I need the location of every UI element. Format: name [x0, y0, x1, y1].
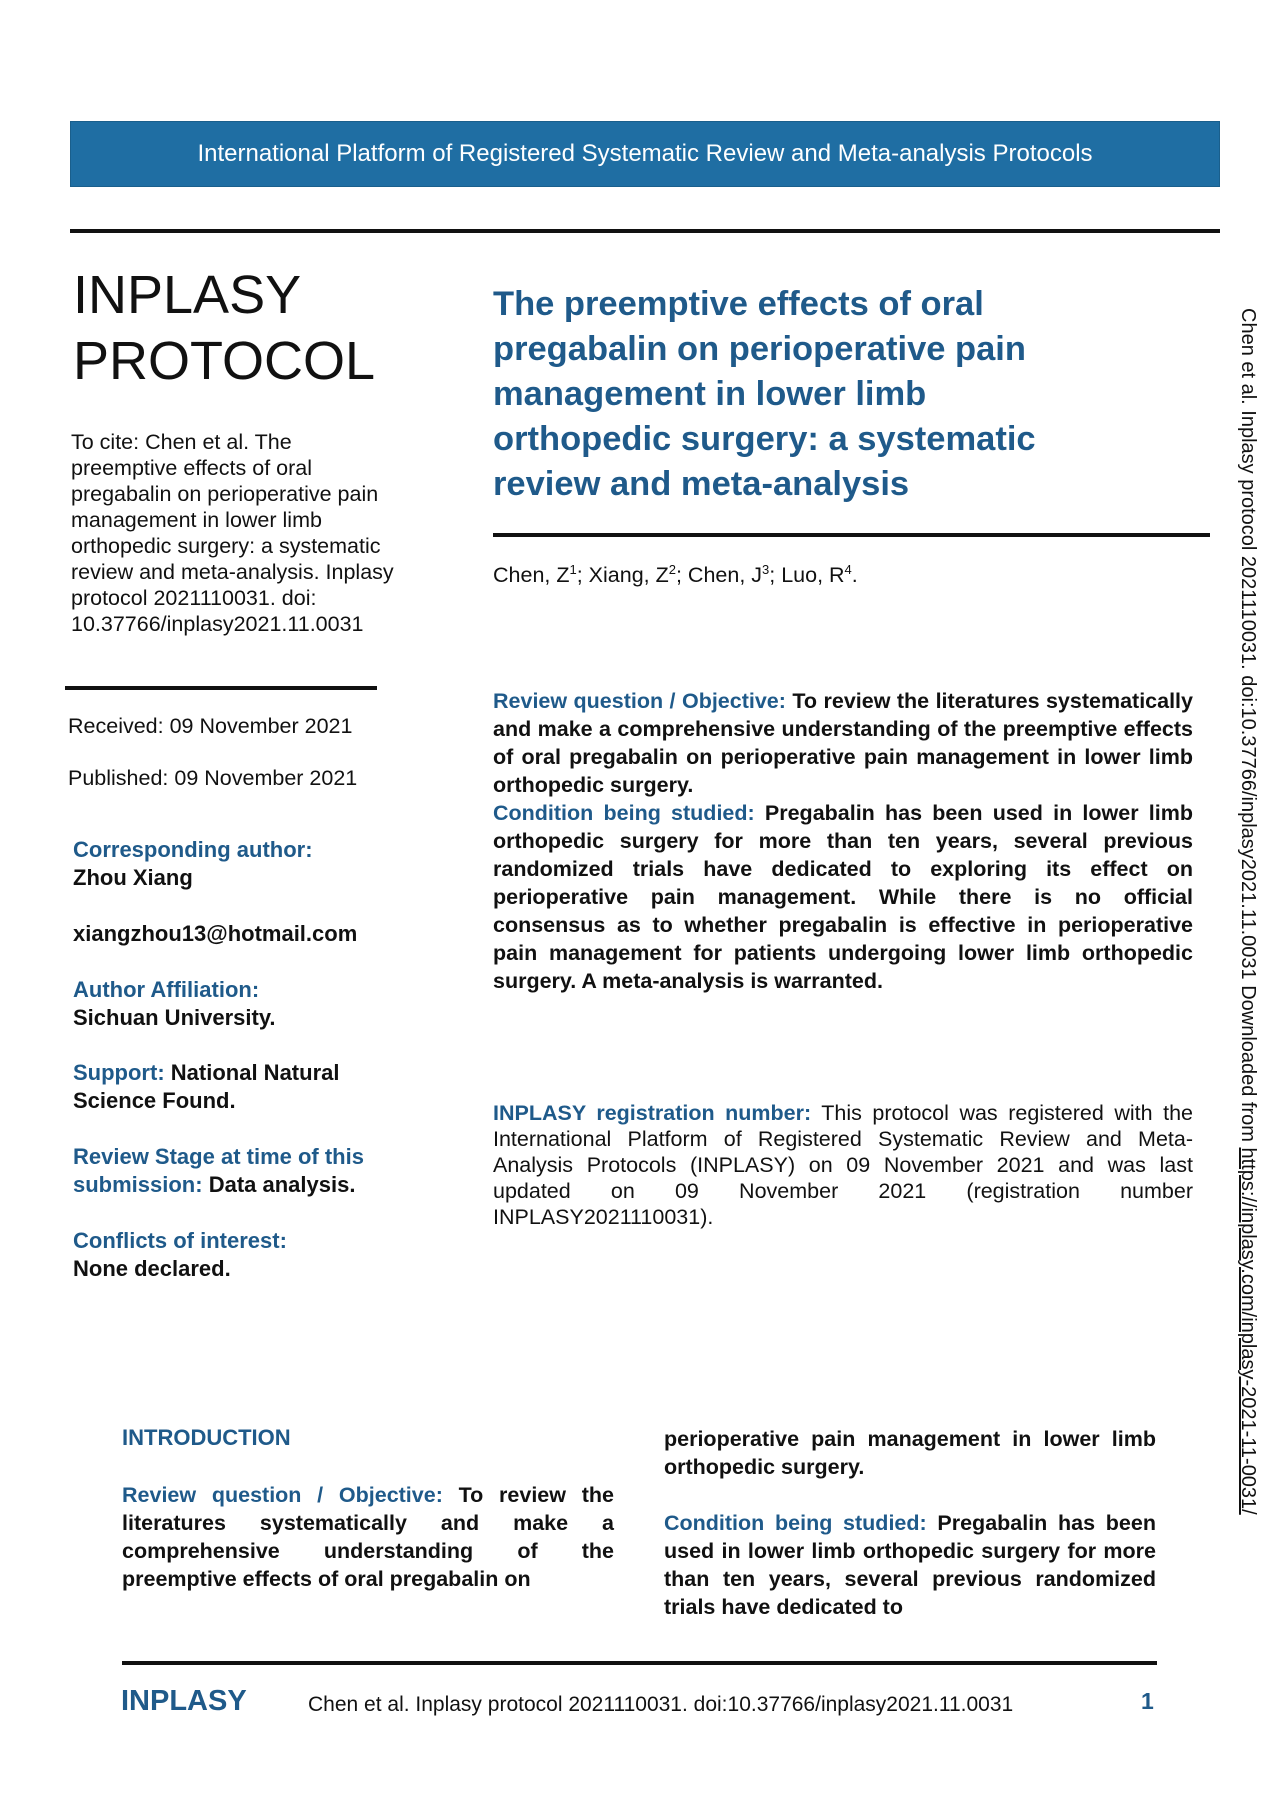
- protocol-title-line1: INPLASY: [73, 265, 302, 325]
- intro-review-text: To review the literatures systematically and make a comprehensive understanding of the preemptive effects of oral pregabalin on: [122, 1483, 614, 1591]
- author-affil-number: 4: [844, 562, 852, 577]
- intro-condition-text: Pregabalin has been used in lower limb orthopedic surgery for more than ten years, several previous randomized trials have dedicated to: [664, 1511, 1156, 1619]
- footer-brand: INPLASY: [121, 1685, 247, 1717]
- review-stage-value: Data analysis.: [208, 1172, 356, 1197]
- support-value: National Natural Science Found.: [73, 1060, 340, 1113]
- registration-text: This protocol was registered with the International Platform of Registered Systematic Review and Meta-Analysis Protocols (INPLASY) on 09 November 2021 and was last updated on 09 November 2021 (registration number INPLASY2021110031).: [493, 1101, 1193, 1229]
- author-affil-number: 1: [569, 562, 577, 577]
- side-download-note: [1236, 308, 1259, 1515]
- author-name: ; Xiang, Z: [576, 563, 669, 588]
- condition-paragraph: [493, 799, 1193, 995]
- review-question-text: To review the literatures systematically and make a comprehensive understanding of the preemptive effects of oral pregabalin on perioperative pain management in lower limb orthopedic surgery.: [493, 689, 1193, 797]
- banner-text: International Platform of Registered Systematic Review and Meta-analysis Protocols: [197, 140, 1093, 167]
- intro-left-column: [122, 1481, 614, 1593]
- header-banner: [70, 121, 1220, 187]
- author-email[interactable]: xiangzhou13@hotmail.com: [73, 921, 358, 946]
- condition-text: Pregabalin has been used in lower limb orthopedic surgery for more than ten years, several previous randomized trials have dedicated to exploring its effect on perioperative pain management. While there is no official consensus as to whether pregabalin is effective in perioperative pain management for patients undergoing lower limb orthopedic surgery. A meta-analysis is warranted.: [493, 801, 1193, 993]
- conflicts-value: None declared.: [73, 1256, 231, 1281]
- author-list: [493, 562, 858, 588]
- registration-paragraph: [493, 1100, 1193, 1230]
- abstract-block: [493, 687, 1193, 995]
- review-stage-block: [73, 1143, 403, 1199]
- author-affil-number: 2: [668, 562, 676, 577]
- download-link[interactable]: https://inplasy.com/inplasy-2021-11-0031/: [1237, 1147, 1259, 1515]
- condition-label: Condition being studied:: [493, 801, 755, 825]
- review-stage-label: Review Stage at time of this submission:: [73, 1144, 364, 1197]
- title-rule: [493, 533, 1210, 537]
- protocol-title: [73, 262, 375, 394]
- affiliation-value: Sichuan University.: [73, 1005, 276, 1030]
- page-number: 1: [1141, 1688, 1154, 1714]
- registration-label: INPLASY registration number:: [493, 1101, 812, 1125]
- top-rule: [70, 229, 1220, 233]
- footer-citation: Chen et al. Inplasy protocol 2021110031. doi:10.37766/inplasy2021.11.0031: [308, 1693, 1014, 1716]
- support-block: [73, 1059, 373, 1115]
- citation-text: To cite: Chen et al. The preemptive effects of oral pregabalin on perioperative pain management in lower limb orthopedic surgery: a systematic review and meta-analysis. Inplasy protocol 2021110031. doi: 10.37766/inplasy2021.11.0031: [71, 430, 394, 636]
- author-list-end: .: [851, 563, 858, 588]
- footer-rule: [122, 1661, 1157, 1665]
- corresponding-author-label: Corresponding author:: [73, 837, 313, 862]
- intro-review-label: Review question / Objective:: [122, 1483, 443, 1507]
- intro-review-continued: perioperative pain management in lower limb orthopedic surgery.: [664, 1427, 1156, 1479]
- left-rule: [65, 686, 377, 690]
- author-name: Chen, Z: [493, 563, 570, 588]
- side-note-text: Chen et al. Inplasy protocol 2021110031. doi:10.37766/inplasy2021.11.0031 Downloaded from: [1237, 308, 1259, 1148]
- corresponding-author-name: Zhou Xiang: [73, 865, 193, 890]
- review-question-paragraph: [493, 687, 1193, 799]
- author-name: ; Luo, R: [769, 563, 845, 588]
- review-question-label: Review question / Objective:: [493, 689, 786, 713]
- affiliation-label: Author Affiliation:: [73, 977, 260, 1002]
- intro-condition-label: Condition being studied:: [664, 1511, 927, 1535]
- protocol-title-line2: PROTOCOL: [73, 331, 376, 391]
- received-date: Received: 09 November 2021: [68, 714, 353, 738]
- article-title: The preemptive effects of oral pregabalin on perioperative pain management in lower limb orthopedic surgery: a systematic review and meta-analysis: [493, 285, 1036, 503]
- published-date: Published: 09 November 2021: [68, 766, 358, 790]
- author-name: ; Chen, J: [675, 563, 763, 588]
- intro-right-column: [664, 1425, 1156, 1621]
- author-affil-number: 3: [762, 562, 770, 577]
- introduction-heading: INTRODUCTION: [122, 1425, 291, 1450]
- conflicts-label: Conflicts of interest:: [73, 1228, 287, 1253]
- intro-condition-paragraph: [664, 1509, 1156, 1621]
- support-label: Support:: [73, 1060, 165, 1085]
